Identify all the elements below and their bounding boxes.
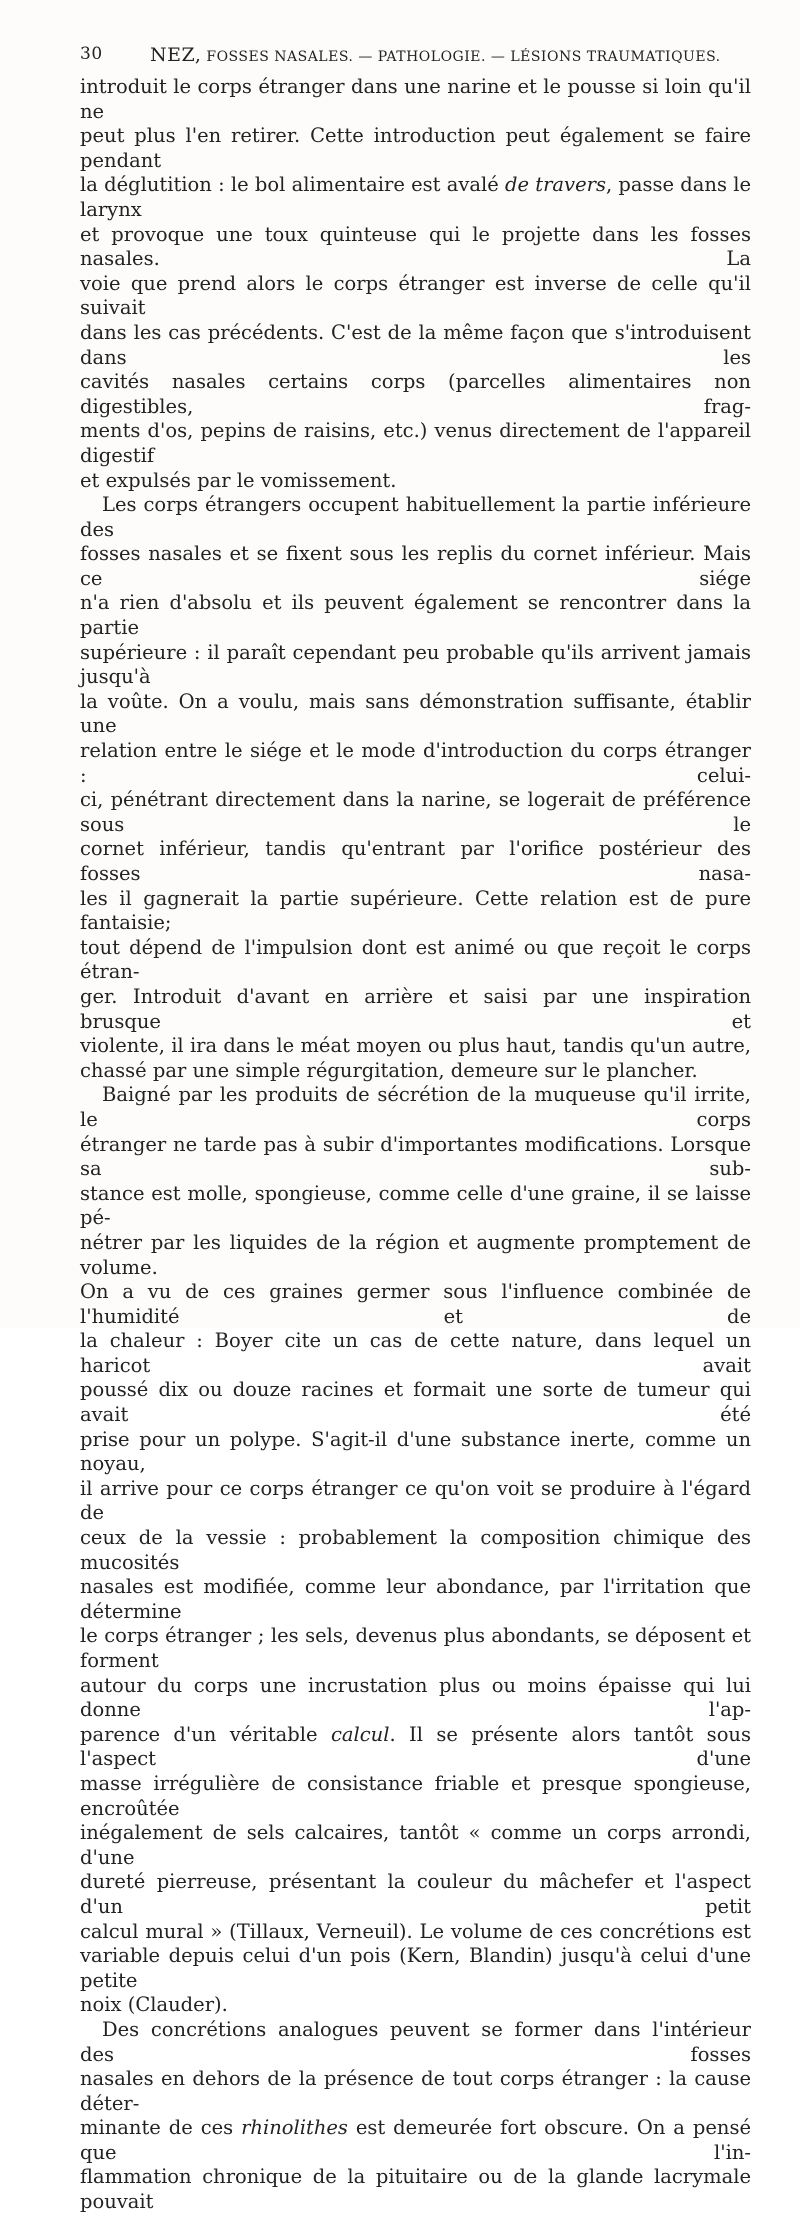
text-line [80, 788, 751, 837]
text-segment: flammation chronique de la pituitaire ou de la glande lacrymale pouvait [80, 2165, 751, 2214]
text-segment: est demeurée fort obscure. On a pensé que l'in- [80, 2116, 751, 2164]
text-line [80, 641, 751, 690]
text-line [80, 1674, 751, 1723]
text-segment: cavités nasales certains corps (parcelles alimentaires non digestibles, frag- [80, 370, 751, 418]
text-segment: nasales est modifiée, comme leur abondance, par l'irritation que détermine [80, 1575, 751, 1623]
text-line [80, 1993, 751, 2018]
text-line [80, 1329, 751, 1378]
text-line [80, 370, 751, 419]
page-number: 30 [80, 44, 103, 64]
text-line [80, 1428, 751, 1477]
text-segment: minante de ces [80, 2116, 242, 2140]
text-line [80, 2018, 751, 2067]
text-segment: inégalement de sels calcaires, tantôt « comme un corps arrondi, d'une [80, 1821, 751, 1869]
text-segment: nasales en dehors de la présence de tout corps étranger : la cause déter- [80, 2067, 751, 2115]
text-line [80, 1624, 751, 1673]
text-line [80, 1280, 751, 1329]
text-line [80, 272, 751, 321]
text-line [80, 1059, 751, 1084]
text-segment: dans les cas précédents. C'est de la même façon que s'introduisent dans les [80, 320, 751, 369]
text-segment: , passe dans le larynx [80, 173, 751, 221]
text-segment: ger. Introduit d'avant en arrière et saisi par une inspiration brusque et [80, 984, 751, 1033]
text-line [80, 837, 751, 886]
italic-text: calcul [330, 1722, 390, 1746]
text-line [80, 1821, 751, 1870]
text-line [80, 542, 751, 591]
text-line [80, 1575, 751, 1624]
text-segment: la déglutition : le bol alimentaire est avalé [80, 173, 506, 197]
text-segment: Des concrétions analogues peuvent se former dans l'intérieur des fosses [80, 2017, 751, 2066]
text-line [80, 1526, 751, 1575]
running-title-rest: FOSSES NASALES. — PATHOLOGIE. — LÉSIONS TRAUMATIQUES. [201, 49, 721, 65]
text-line [80, 1723, 751, 1772]
text-line [80, 2067, 751, 2116]
text-line [80, 690, 751, 739]
text-line [80, 493, 751, 542]
text-segment: introduit le corps étranger dans une narine et le pousse si loin qu'il ne [80, 75, 751, 123]
text-segment: On a vu de ces graines germer sous l'influence combinée de l'humidité et de [80, 1280, 751, 1328]
running-title [150, 44, 721, 66]
text-segment: étranger ne tarde pas à subir d'importantes modifications. Lorsque sa sub- [80, 1132, 751, 1181]
text-segment: les il gagnerait la partie supérieure. Cette relation est de pure fantaisie; [80, 886, 751, 935]
text-segment: et provoque une toux quinteuse qui le projette dans les fosses nasales. La [80, 222, 751, 271]
text-segment: relation entre le siége et le mode d'introduction du corps étranger : celui- [80, 739, 751, 787]
text-segment: Baigné par les produits de sécrétion de la muqueuse qu'il irrite, le corps [80, 1083, 751, 1131]
text-line [80, 1133, 751, 1182]
text-line [80, 1083, 751, 1132]
text-line [80, 2116, 751, 2165]
text-line [80, 739, 751, 788]
text-segment: la voûte. On a voulu, mais sans démonstration suffisante, établir une [80, 689, 751, 738]
text-segment: calcul mural » (Tillaux, Verneuil). Le volume de ces concrétions est [80, 1919, 751, 1943]
text-segment: parence d'un véritable [80, 1722, 331, 1746]
text-segment: supérieure : il paraît cependant peu probable qu'ils arrivent jamais jusqu'à [80, 640, 751, 689]
text-line [80, 321, 751, 370]
text-segment: et expulsés par le vomissement. [80, 468, 397, 492]
page-header [80, 44, 750, 72]
text-segment: . Il se présente alors tantôt sous l'aspect d'une [80, 1722, 751, 1771]
text-line [80, 591, 751, 640]
text-line [80, 1231, 751, 1280]
text-line [80, 1944, 751, 1993]
text-line [80, 419, 751, 468]
text-segment: fosses nasales et se fixent sous les replis du cornet inférieur. Mais ce siége [80, 542, 751, 590]
text-segment: noix (Clauder). [80, 1993, 228, 2017]
text-line [80, 1182, 751, 1231]
text-line [80, 124, 751, 173]
text-line [80, 1378, 751, 1427]
text-segment: n'a rien d'absolu et ils peuvent également se rencontrer dans la partie [80, 591, 751, 640]
text-line [80, 75, 751, 124]
text-line [80, 1920, 751, 1945]
text-line [80, 1870, 751, 1919]
italic-text: rhinolithes [241, 2116, 348, 2140]
text-segment: violente, il ira dans le méat moyen ou plus haut, tandis qu'un autre, [80, 1034, 751, 1058]
text-segment: le corps étranger ; les sels, devenus plus abondants, se déposent et forment [80, 1624, 751, 1672]
text-segment: variable depuis celui d'un pois (Kern, Blandin) jusqu'à celui d'une petite [80, 1944, 751, 1992]
text-line [80, 1477, 751, 1526]
text-line [80, 936, 751, 985]
text-line [80, 223, 751, 272]
text-line [80, 1772, 751, 1821]
text-segment: nétrer par les liquides de la région et augmente promptement de volume. [80, 1230, 751, 1279]
text-line [80, 1034, 751, 1059]
text-segment: peut plus l'en retirer. Cette introduction peut également se faire pendant [80, 124, 751, 172]
text-segment: il arrive pour ce corps étranger ce qu'on voit se produire à l'égard de [80, 1476, 751, 1525]
text-segment: ci, pénétrant directement dans la narine, se logerait de préférence sous le [80, 788, 751, 836]
text-segment: cornet inférieur, tandis qu'entrant par l'orifice postérieur des fosses nasa- [80, 837, 751, 885]
text-segment: autour du corps une incrustation plus ou moins épaisse qui lui donne l'ap- [80, 1673, 751, 1722]
text-segment: ments d'os, pepins de raisins, etc.) venus directement de l'appareil digestif [80, 419, 751, 467]
text-segment: poussé dix ou douze racines et formait une sorte de tumeur qui avait été [80, 1378, 751, 1427]
text-line [80, 469, 751, 494]
text-segment: masse irrégulière de consistance friable et presque spongieuse, encroûtée [80, 1771, 751, 1820]
text-segment: la chaleur : Boyer cite un cas de cette nature, dans lequel un haricot avait [80, 1329, 751, 1377]
text-segment: tout dépend de l'impulsion dont est animé ou que reçoit le corps étran- [80, 935, 751, 984]
text-segment: prise pour un polype. S'agit-il d'une substance inerte, comme un noyau, [80, 1427, 751, 1476]
italic-text: de travers [505, 173, 606, 197]
text-segment: stance est molle, spongieuse, comme celle d'une graine, il se laisse pé- [80, 1181, 751, 1230]
text-segment: chassé par une simple régurgitation, demeure sur le plancher. [80, 1058, 698, 1082]
running-title-nez: NEZ, [150, 44, 202, 66]
text-segment: voie que prend alors le corps étranger est inverse de celle qu'il suivait [80, 271, 751, 320]
body-text [80, 75, 751, 2215]
text-line [80, 887, 751, 936]
text-segment: ceux de la vessie : probablement la composition chimique des mucosités [80, 1526, 751, 1574]
text-line [80, 173, 751, 222]
text-line [80, 2165, 751, 2214]
text-segment: dureté pierreuse, présentant la couleur du mâchefer et l'aspect d'un petit [80, 1870, 751, 1918]
text-line [80, 985, 751, 1034]
text-segment: Les corps étrangers occupent habituellement la partie inférieure des [80, 493, 751, 541]
